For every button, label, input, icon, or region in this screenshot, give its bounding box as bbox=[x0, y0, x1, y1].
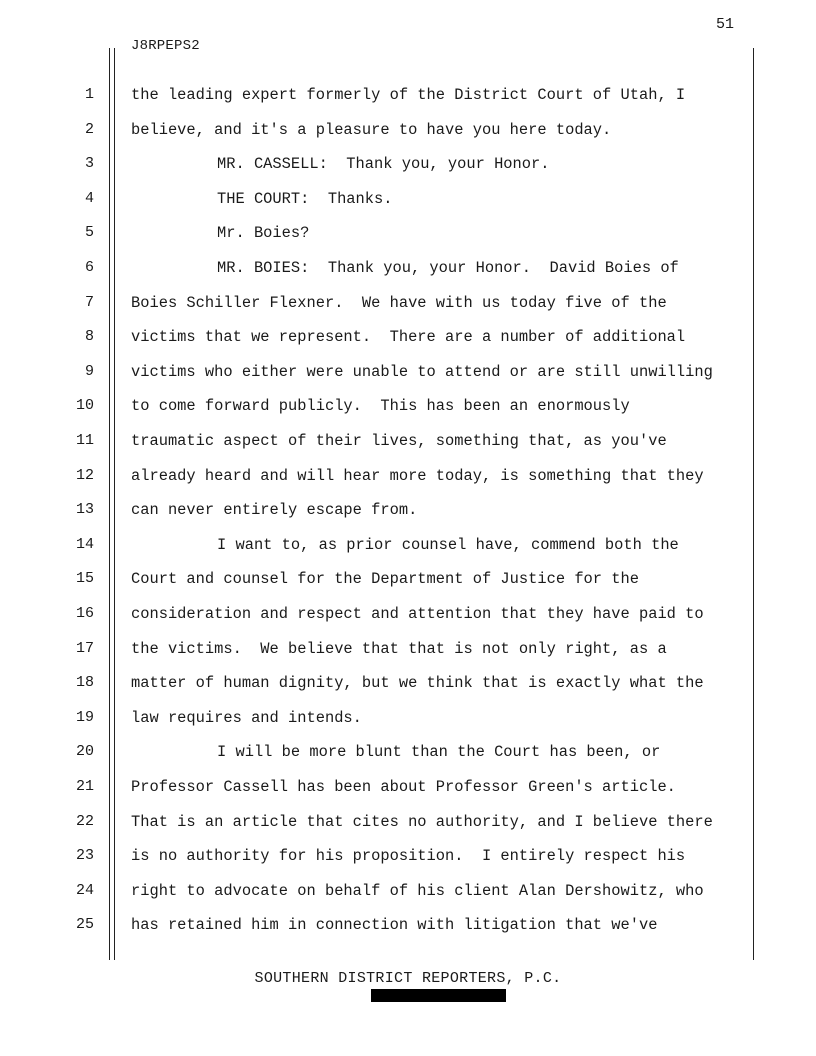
line-number: 15 bbox=[75, 570, 94, 587]
transcript-line: THE COURT: Thanks. bbox=[217, 190, 393, 208]
line-number: 17 bbox=[75, 640, 94, 657]
line-number: 20 bbox=[75, 743, 94, 760]
line-number: 25 bbox=[75, 916, 94, 933]
line-number: 14 bbox=[75, 536, 94, 553]
transcript-line: is no authority for his proposition. I entirely respect his bbox=[131, 847, 686, 865]
transcript-line: Boies Schiller Flexner. We have with us today five of the bbox=[131, 294, 667, 312]
reporter-footer: SOUTHERN DISTRICT REPORTERS, P.C. bbox=[254, 970, 562, 987]
transcript-line: traumatic aspect of their lives, something that, as you've bbox=[131, 432, 667, 450]
right-margin-rule bbox=[753, 48, 754, 960]
line-number: 9 bbox=[84, 363, 94, 380]
transcript-line: MR. BOIES: Thank you, your Honor. David Boies of bbox=[217, 259, 679, 277]
transcript-line: Court and counsel for the Department of Justice for the bbox=[131, 570, 639, 588]
line-number: 3 bbox=[84, 155, 94, 172]
line-number: 10 bbox=[75, 397, 94, 414]
left-margin-rule-inner bbox=[114, 48, 115, 960]
line-number: 7 bbox=[84, 294, 94, 311]
line-number: 16 bbox=[75, 605, 94, 622]
line-number: 11 bbox=[75, 432, 94, 449]
transcript-line: can never entirely escape from. bbox=[131, 501, 418, 519]
transcript-line: the victims. We believe that that is not only right, as a bbox=[131, 640, 667, 658]
page-number: 51 bbox=[716, 16, 735, 33]
transcript-line: That is an article that cites no authority, and I believe there bbox=[131, 813, 713, 831]
transcript-line: victims that we represent. There are a number of additional bbox=[131, 328, 686, 346]
transcript-line: Professor Cassell has been about Professor Green's article. bbox=[131, 778, 676, 796]
line-number: 1 bbox=[84, 86, 94, 103]
transcript-line: right to advocate on behalf of his client Alan Dershowitz, who bbox=[131, 882, 704, 900]
transcript-line: the leading expert formerly of the District Court of Utah, I bbox=[131, 86, 686, 104]
transcript-line: believe, and it's a pleasure to have you here today. bbox=[131, 121, 612, 139]
transcript-line: I will be more blunt than the Court has been, or bbox=[217, 743, 661, 761]
transcript-line: law requires and intends. bbox=[131, 709, 362, 727]
transcript-line: to come forward publicly. This has been an enormously bbox=[131, 397, 630, 415]
transcript-line: victims who either were unable to attend or are still unwilling bbox=[131, 363, 713, 381]
line-number: 12 bbox=[75, 467, 94, 484]
case-code: J8RPEPS2 bbox=[131, 38, 200, 54]
line-number: 19 bbox=[75, 709, 94, 726]
line-number: 21 bbox=[75, 778, 94, 795]
transcript-line: MR. CASSELL: Thank you, your Honor. bbox=[217, 155, 550, 173]
line-number: 8 bbox=[84, 328, 94, 345]
line-number: 5 bbox=[84, 224, 94, 241]
redaction-bar bbox=[371, 989, 506, 1002]
transcript-line: consideration and respect and attention that they have paid to bbox=[131, 605, 704, 623]
line-number: 13 bbox=[75, 501, 94, 518]
transcript-line: I want to, as prior counsel have, commend both the bbox=[217, 536, 679, 554]
transcript-line: matter of human dignity, but we think that is exactly what the bbox=[131, 674, 704, 692]
transcript-line: already heard and will hear more today, is something that they bbox=[131, 467, 704, 485]
line-number: 22 bbox=[75, 813, 94, 830]
line-number: 18 bbox=[75, 674, 94, 691]
line-number: 2 bbox=[84, 121, 94, 138]
transcript-line: Mr. Boies? bbox=[217, 224, 310, 242]
transcript-line: has retained him in connection with litigation that we've bbox=[131, 916, 658, 934]
left-margin-rule bbox=[109, 48, 110, 960]
line-number: 24 bbox=[75, 882, 94, 899]
line-number: 4 bbox=[84, 190, 94, 207]
line-number: 6 bbox=[84, 259, 94, 276]
line-number: 23 bbox=[75, 847, 94, 864]
